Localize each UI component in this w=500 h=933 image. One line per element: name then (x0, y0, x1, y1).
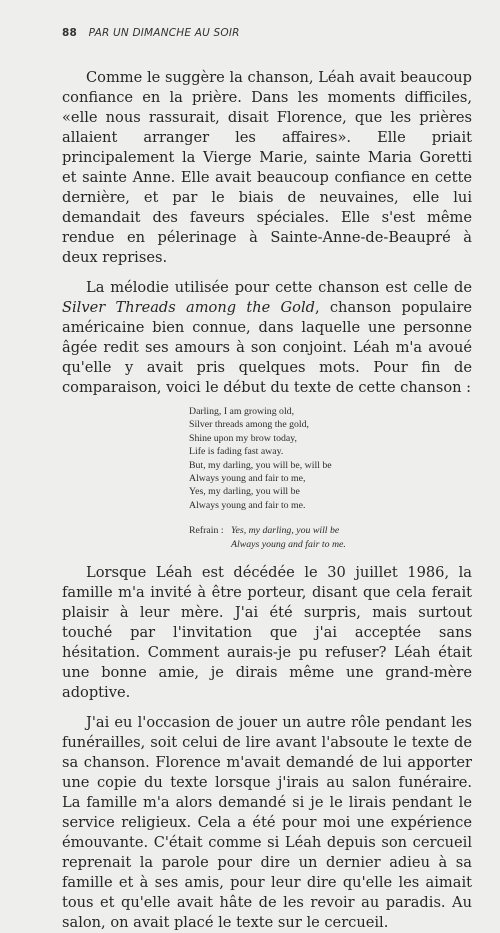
poem-line: Always young and fair to me, (189, 473, 306, 485)
running-title: PAR UN DIMANCHE AU SOIR (88, 27, 240, 39)
song-excerpt (189, 405, 472, 512)
paragraph-1: Comme le suggère la chanson, Léah avait beaucoup confiance en la prière. Dans les moments difficiles, «elle nous rassurait, disait Florence, que les prières allaient arranger les affaires». Elle priait principalement la Vierge Marie, sainte Maria Goretti et sainte Anne. Elle avait beaucoup confiance en cette dernière, et par le biais de neuvaines, elle lui demandait des faveurs spéciales. Elle s'est même rendue en pélerinage à Sainte-Anne-de-Beaupré à deux reprises. (62, 69, 472, 266)
poem-line: Yes, my darling, you will be (189, 486, 300, 498)
paragraph-2-end: , chanson populaire américaine bien connue, dans laquelle une personne âgée redit ses amours à son conjoint. Léah m'a avoué qu'elle y avait pris quelques mots. Pour fin de comparaison, voici le début du texte de cette chanson : (62, 299, 473, 396)
body-text (62, 68, 472, 933)
refrain-label: Refrain : (189, 525, 224, 537)
poem-line: Life is fading fast away. (189, 446, 284, 458)
poem-line: But, my darling, you will be, will be (189, 459, 332, 471)
paragraph-2-start: La mélodie utilisée pour cette chanson est celle de (86, 279, 472, 296)
paragraph-3: Lorsque Léah est décédée le 30 juillet 1986, la famille m'a invité à être porteur, disant que cela ferait plaisir à leur mère. J'ai été surpris, mais surtout touché par l'invitation que j'ai acceptée sans hésitation. Comment aurais-je pu refuser? Léah était une bonne amie, je dirais même une grand-mère adoptive. (62, 564, 472, 702)
running-header (62, 27, 240, 39)
song-refrain (189, 524, 472, 551)
paragraph-4: J'ai eu l'occasion de jouer un autre rôle pendant les funérailles, soit celui de lire avant l'absoute le texte de sa chanson. Florence m'avait demandé de lui apporter une copie du texte lorsque j'irais au salon funéraire. La famille m'a alors demandé si je le lirais pendant le service religieux. Cela a été pour moi une expérience émouvante. C'était comme si Léah depuis son cercueil reprenait la parole pour dire un dernier adieu à sa famille et à ses amis, pour leur dire qu'elle les aimait tous et qu'elle avait hâte de les revoir au paradis. Au salon, on avait placé le texte sur le cercueil. (62, 714, 472, 932)
song-title: Silver Threads among the Gold (62, 299, 315, 316)
refrain-line: Yes, my darling, you will be (231, 525, 340, 537)
poem-line: Darling, I am growing old, (189, 406, 295, 417)
poem-line: Always young and fair to me. (189, 499, 306, 511)
paragraph-2 (62, 278, 472, 398)
page-number: 88 (62, 27, 78, 39)
poem-line: Silver threads among the gold, (189, 419, 309, 431)
refrain-line: Always young and fair to me. (231, 538, 346, 550)
poem-line: Shine upon my brow today, (189, 432, 297, 444)
